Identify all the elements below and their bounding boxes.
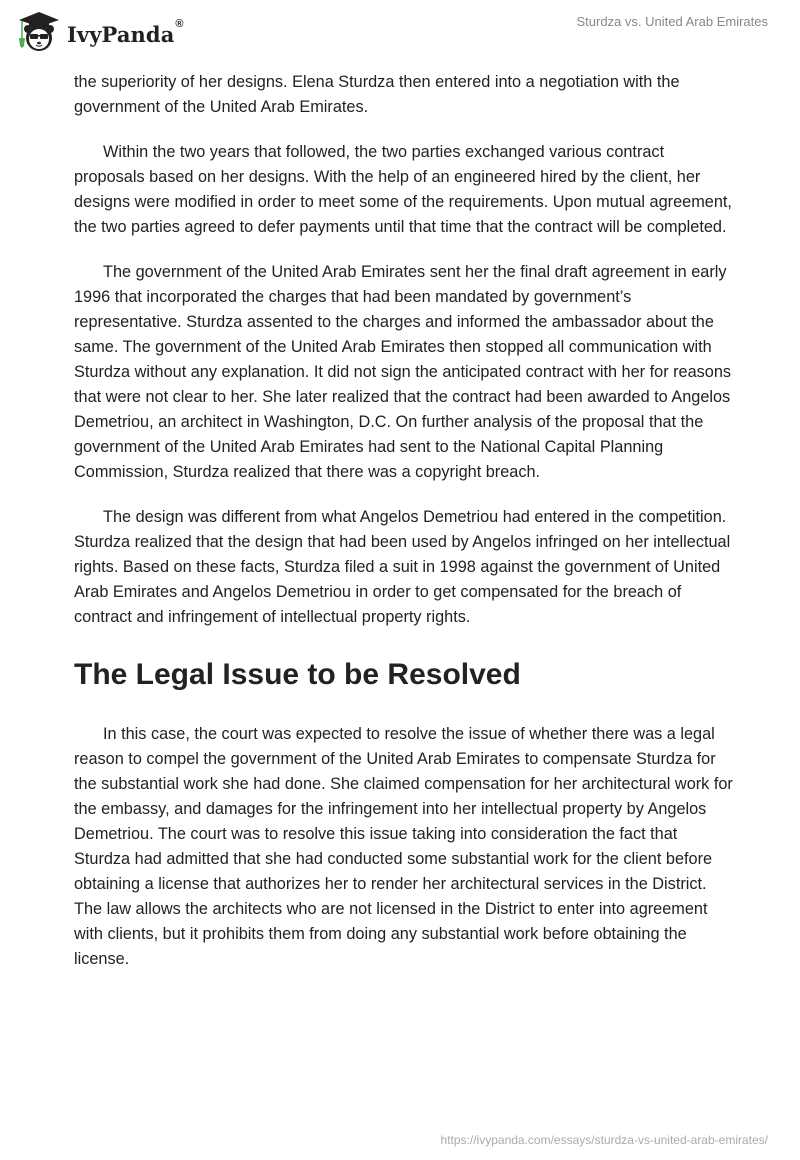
section-heading: The Legal Issue to be Resolved: [74, 658, 521, 691]
paragraph: the superiority of her designs. Elena Sturdza then entered into a negotiation with the government of the United Arab Emirates.: [74, 73, 680, 116]
paragraph: The design was different from what Angelos Demetriou had entered in the competition. Sturdza realized that the design that had been used by Angelos infringed on her intellectual rights. Based on these facts, Sturdza filed a suit in 1998 against the government of United Arab Emirates and Angelos Demetriou in order to get compensated for the breach of contract and infringement of intellectual property rights.: [74, 508, 731, 626]
paragraph: Within the two years that followed, the two parties exchanged various contract proposals based on her designs. With the help of an engineered hired by the client, her designs were modified in order to meet some of the requirements. Upon mutual agreement, the two parties agreed to defer payments until that time that the contract will be completed.: [74, 143, 732, 236]
source-url[interactable]: https://ivypanda.com/essays/sturdza-vs-united-arab-emirates/: [440, 1133, 768, 1147]
ivypanda-logo[interactable]: [15, 8, 184, 54]
paragraph: In this case, the court was expected to resolve the issue of whether there was a legal reason to compel the government of the United Arab Emirates to compensate Sturdza for the substantial work she had done. She claimed compensation for her architectural work for the embassy, and damages for the infringement into her intellectual property by Angelos Demetriou. The court was to resolve this issue taking into consideration the fact that Sturdza had admitted that she had conducted some substantial work for the client before obtaining a license that authorizes her to render her architectural services in the District. The law allows the architects who are not licensed in the District to enter into agreement with clients, but it prohibits them from doing any substantial work before obtaining the license.: [74, 725, 733, 968]
page-header: [0, 0, 800, 62]
essay-content: [74, 70, 734, 992]
logo-wordmark: IvyPanda®: [67, 17, 184, 47]
document-title: Sturdza vs. United Arab Emirates: [576, 14, 768, 29]
paragraph: The government of the United Arab Emirates sent her the final draft agreement in early 1996 that incorporated the charges that had been mandated by government’s representative. Sturdza assented to the charges and informed the ambassador about the same. The government of the United Arab Emirates then stopped all communication with Sturdza without any explanation. It did not sign the anticipated contract with her for reasons that were not clear to her. She later realized that the contract had been awarded to Angelos Demetriou, an architect in Washington, D.C. On further analysis of the proposal that the government of the United Arab Emirates had sent to the National Capital Planning Commission, Sturdza realized that there was a copyright breach.: [74, 263, 732, 481]
registered-mark: ®: [175, 17, 184, 30]
panda-graduate-icon: [15, 8, 61, 54]
